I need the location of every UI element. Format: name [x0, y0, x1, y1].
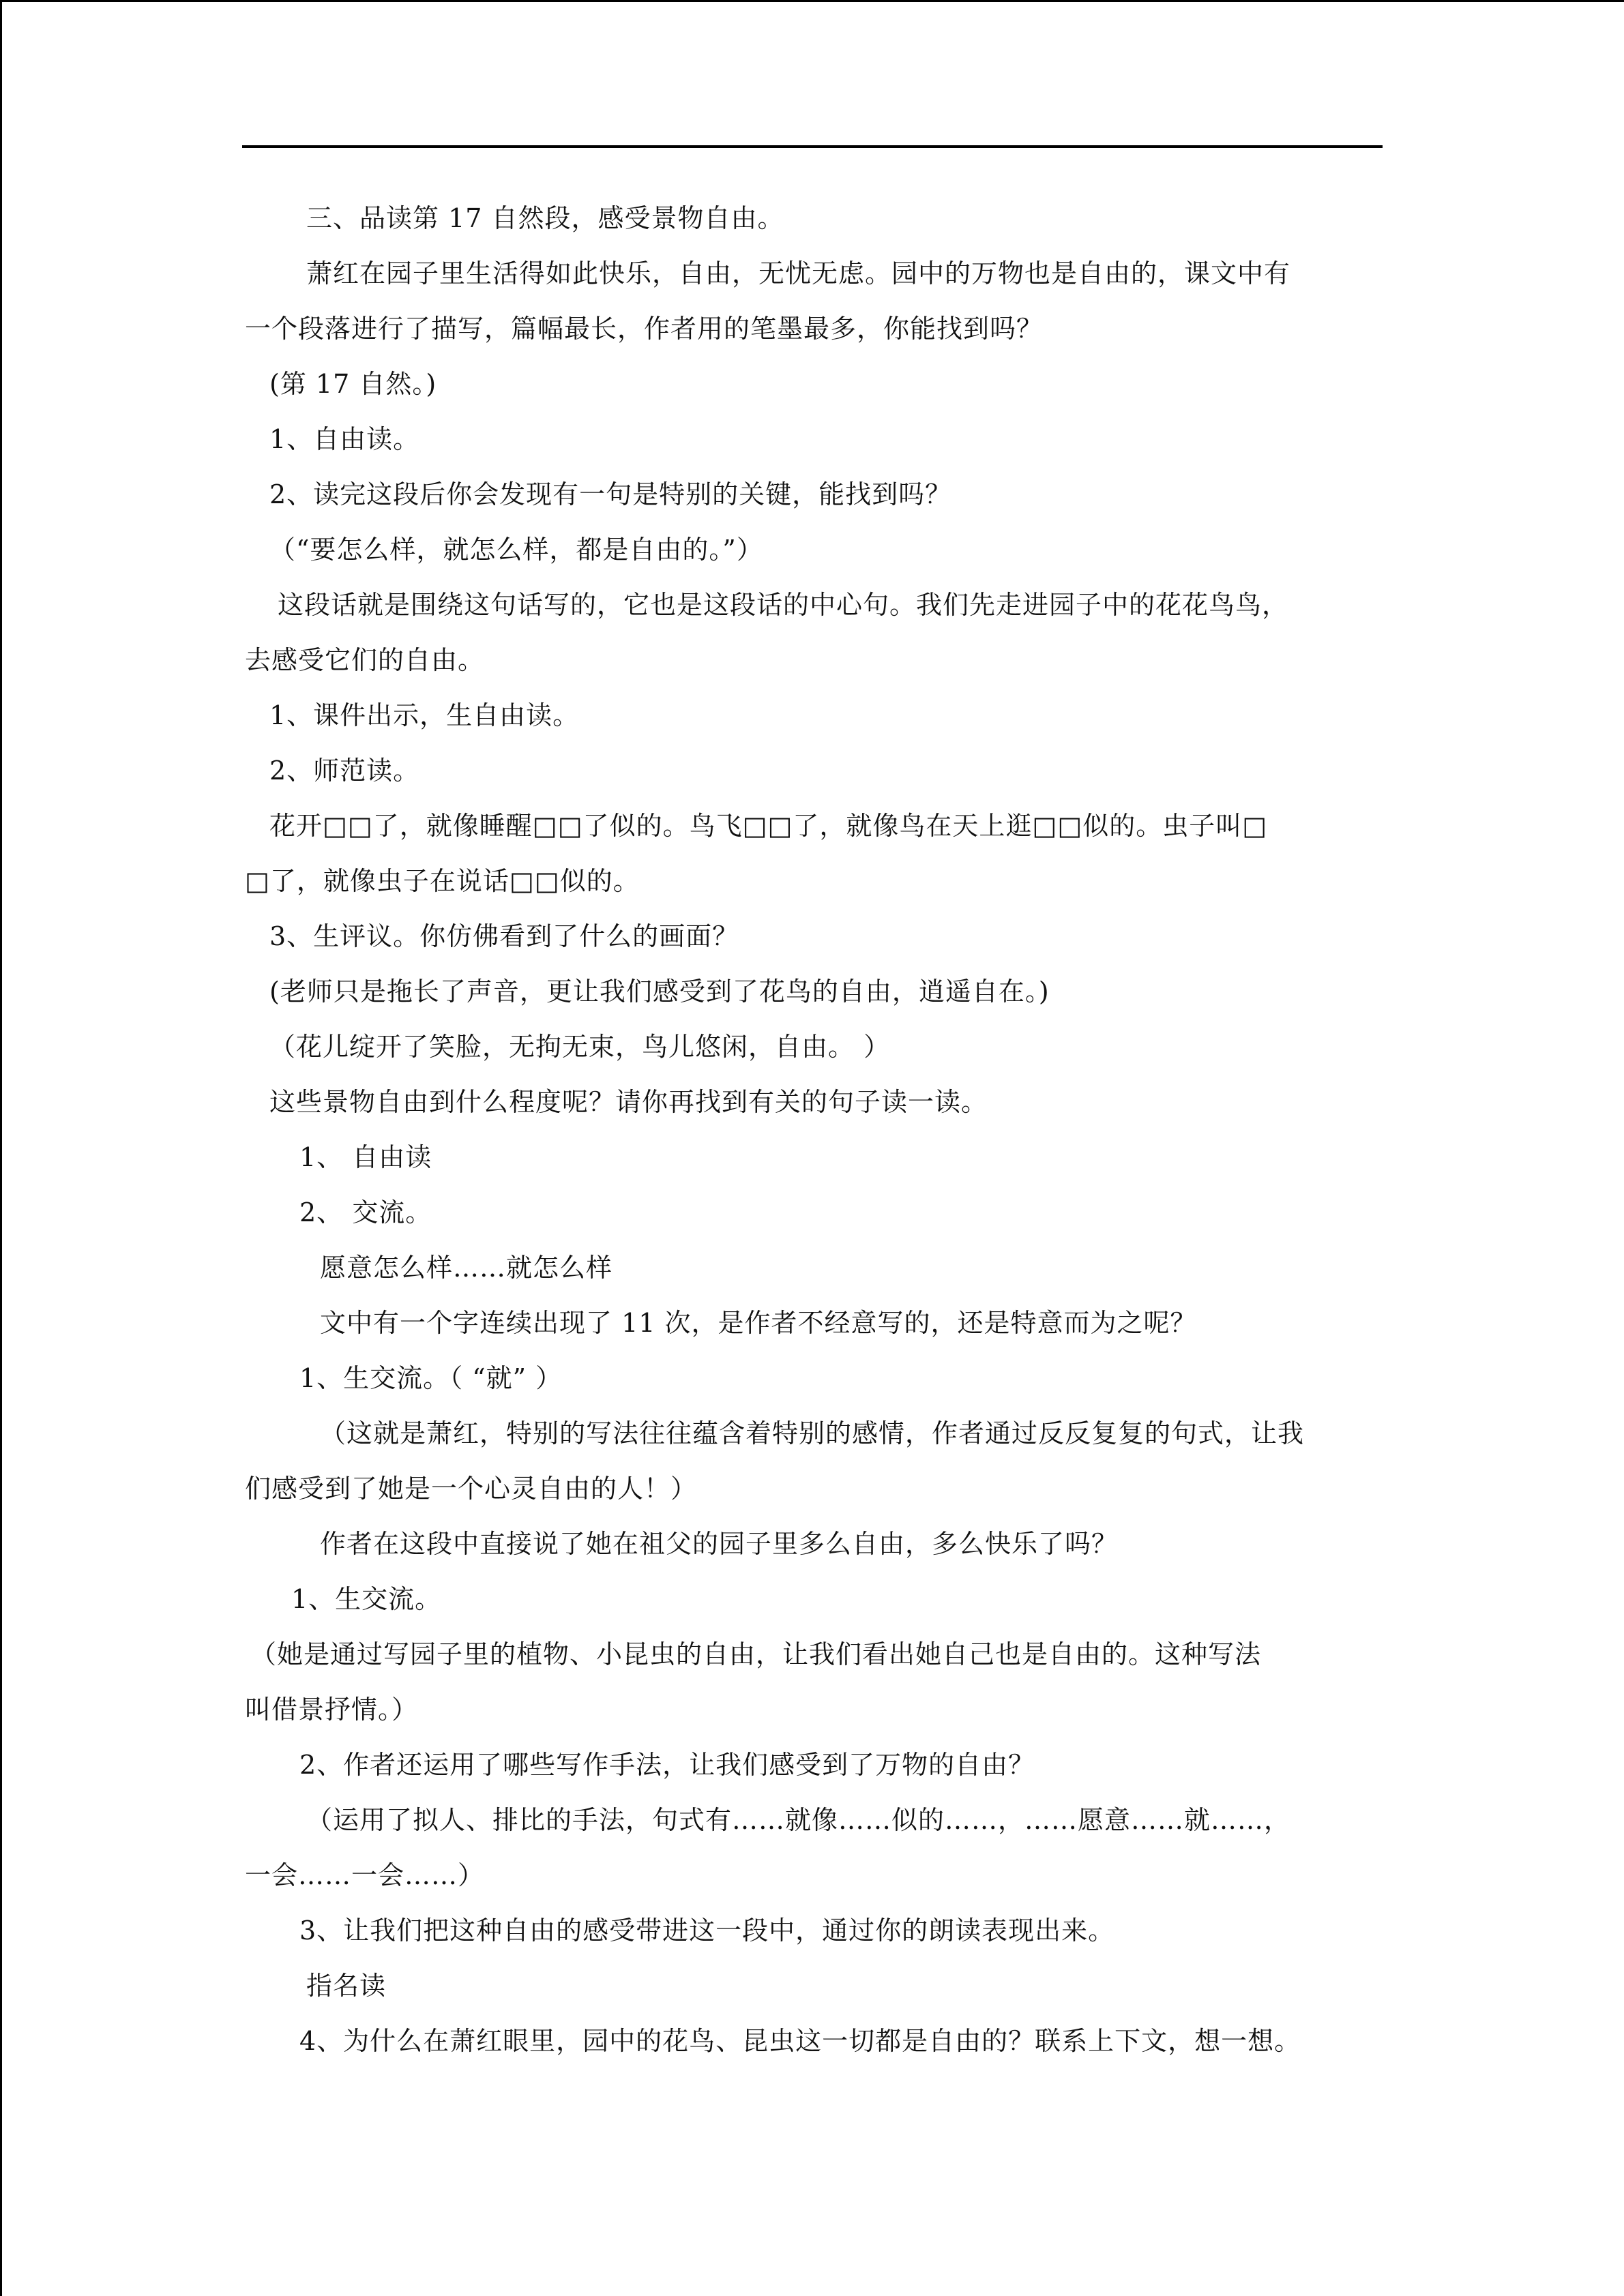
paragraph-line: （“要怎么样，就怎么样，都是自由的。”） — [269, 535, 763, 565]
list-item: 2、师范读。 — [269, 756, 420, 786]
paragraph-line: (老师只是拖长了声音，更让我们感受到了花鸟的自由，逍遥自在。) — [269, 976, 1050, 1007]
list-item: 2、作者还运用了哪些写作手法，让我们感受到了万物的自由？ — [299, 1750, 1035, 1780]
paragraph-line: □了，就像虫子在说话□□似的。 — [245, 866, 640, 896]
list-item: 1、课件出示，生自由读。 — [269, 700, 580, 730]
paragraph-line: 去感受它们的自由。 — [245, 645, 485, 675]
paragraph-line: 这些景物自由到什么程度呢？请你再找到有关的句子读一读。 — [269, 1087, 988, 1117]
paragraph-line: （她是通过写园子里的植物、小昆虫的自由，让我们看出她自己也是自由的。这种写法 — [250, 1639, 1262, 1669]
paragraph-line: 们感受到了她是一个心灵自由的人！） — [245, 1474, 698, 1504]
paragraph-line: 这段话就是围绕这句话写的，它也是这段话的中心句。我们先走进园子中的花花鸟鸟， — [278, 590, 1289, 620]
paragraph-line: 一个段落进行了描写，篇幅最长，作者用的笔墨最多，你能找到吗？ — [245, 314, 1044, 344]
paragraph-line: （这就是萧红，特别的写法往往蕴含着特别的感情，作者通过反反复复的句式，让我 — [320, 1418, 1305, 1448]
document-body — [245, 191, 1377, 2069]
page-border-top — [0, 0, 1624, 2]
paragraph-line: 花开□□了，就像睡醒□□了似的。鸟飞□□了，就像鸟在天上逛□□似的。虫子叫□ — [269, 811, 1268, 841]
list-item: 1、生交流。（ “就” ） — [299, 1363, 563, 1393]
paragraph-line: 叫借景抒情。） — [245, 1695, 419, 1725]
list-item: 1、生交流。 — [291, 1584, 442, 1614]
page-border-left — [0, 0, 2, 2296]
paragraph-line: 文中有一个字连续出现了 11 次，是作者不经意写的，还是特意而为之呢？ — [320, 1308, 1197, 1338]
list-item: 2、 交流。 — [299, 1197, 432, 1227]
header-rule — [242, 145, 1383, 148]
section-heading: 三、品读第 17 自然段，感受景物自由。 — [306, 203, 784, 233]
paragraph-line: (第 17 自然。) — [269, 369, 437, 399]
list-item: 3、让我们把这种自由的感受带进这一段中，通过你的朗读表现出来。 — [299, 1915, 1115, 1945]
paragraph-line: （花儿绽开了笑脸，无拘无束，鸟儿悠闲，自由。 ） — [269, 1032, 891, 1062]
list-item: 1、 自由读 — [299, 1142, 432, 1172]
paragraph-line: 萧红在园子里生活得如此快乐，自由，无忧无虑。园中的万物也是自由的，课文中有 — [306, 258, 1291, 288]
list-item: 2、读完这段后你会发现有一句是特别的关键，能找到吗？ — [269, 479, 952, 509]
paragraph-line: 一会……一会……） — [245, 1860, 485, 1890]
paragraph-line: （运用了拟人、排比的手法，句式有……就像……似的……，……愿意……就……， — [306, 1805, 1291, 1835]
list-item: 1、自由读。 — [269, 424, 420, 454]
list-item: 3、生评议。你仿佛看到了什么的画面？ — [269, 921, 739, 951]
paragraph-line: 愿意怎么样……就怎么样 — [320, 1253, 613, 1283]
paragraph-line: 指名读 — [306, 1971, 387, 2001]
paragraph-line: 作者在这段中直接说了她在祖父的园子里多么自由，多么快乐了吗？ — [320, 1529, 1119, 1559]
list-item: 4、为什么在萧红眼里，园中的花鸟、昆虫这一切都是自由的？联系上下文，想一想。 — [299, 2026, 1301, 2056]
